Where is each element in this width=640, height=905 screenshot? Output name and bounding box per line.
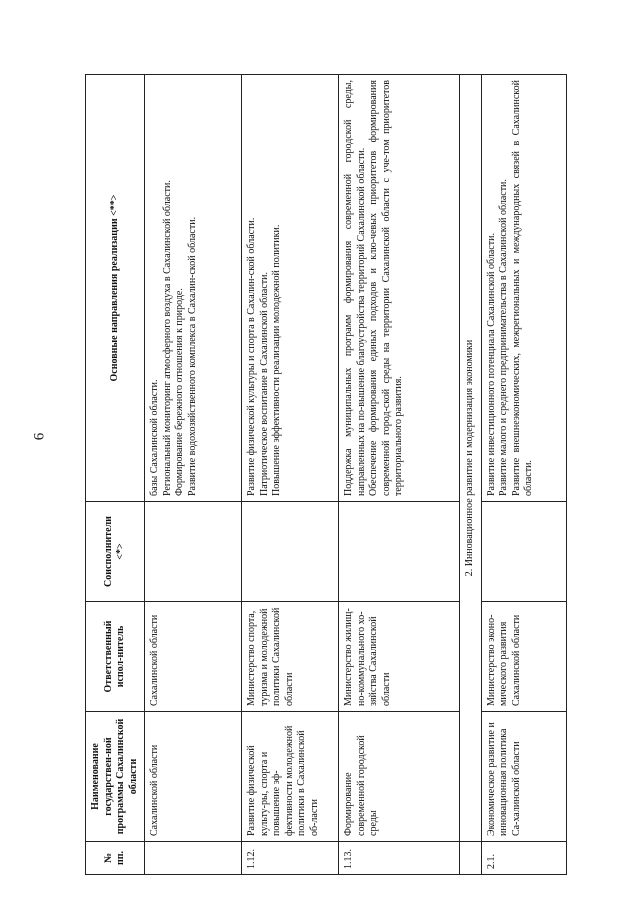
table-row	[242, 75, 339, 875]
header-coexecutors: Соисполнители <*>	[86, 502, 145, 602]
row-responsible: Сахалинской области	[145, 602, 242, 712]
direction-item: базы Сахалинской области.	[149, 379, 160, 496]
row-responsible: Министерство жилищ-но-коммунального хо-зяйства Сахалинской области	[339, 602, 460, 712]
direction-item: Обеспечение формирования единых подходов и клю-чевых приоритетов формирования современной город-ской среды на территории Сахалинской области с уче-том приоритетов территориального развития.	[368, 80, 404, 496]
direction-item: Региональный мониторинг атмосферного воздуха в Сахалинской области.	[161, 180, 173, 496]
row-directions	[339, 75, 460, 502]
table-row	[145, 75, 242, 875]
row-num: 1.13.	[339, 842, 460, 875]
direction-item: Развитие малого и среднего предпринимательства в Сахалинской области.	[498, 179, 509, 496]
programs-table	[85, 74, 567, 875]
row-coexecutors	[145, 502, 242, 602]
row-responsible: Министерство эконо-мического развития Сахалинской области	[481, 602, 566, 712]
row-num: 2.1.	[481, 842, 566, 875]
direction-item: Развитие внешнеэкономических, межрегиональных и международных связей в Сахалинской области.	[510, 80, 534, 496]
row-coexecutors	[481, 502, 566, 602]
direction-item: Поддержка муниципальных программ формирования современной городской среды, направленных на по-вышение благоустройства территорий Сахалинской области.	[343, 80, 367, 496]
header-responsible: Ответственный испол-нитель	[86, 602, 145, 712]
header-program-name: Наименование государствен-ной программы Сахалинской области	[86, 712, 145, 842]
row-directions	[481, 75, 566, 502]
row-responsible: Министерство спорта, туризма и молодежной политики Сахалинской области	[242, 602, 339, 712]
direction-item: Патриотическое воспитание в Сахалинской области.	[258, 271, 270, 496]
row-coexecutors	[339, 502, 460, 602]
table-row	[481, 75, 566, 875]
direction-item: Развитие физической культуры и спорта в Сахалин-ской области.	[246, 217, 257, 496]
row-program-name: Формирование современной городской среды	[339, 712, 460, 842]
row-program-name: Развитие физической культу-ры, спорта и повышение эф-фективности молодежной политики в Сахалинской об-ласти	[242, 712, 339, 842]
header-directions: Основные направления реализации <**>	[86, 75, 145, 502]
table-header-row	[86, 75, 145, 875]
row-num	[145, 842, 242, 875]
row-program-name: Сахалинской области	[145, 712, 242, 842]
row-num: 1.12.	[242, 842, 339, 875]
header-num: № пп.	[86, 842, 145, 875]
row-program-name: Экономическое развитие и инновационная политика Са-халинской области	[481, 712, 566, 842]
row-directions	[242, 75, 339, 502]
page-number: 6	[31, 432, 48, 441]
direction-item: Формирование бережного отношения к природе.	[174, 288, 185, 496]
row-coexecutors	[242, 502, 339, 602]
direction-item: Развитие инвестиционного потенциала Сахалинской области.	[485, 233, 497, 496]
table-row	[339, 75, 460, 875]
rotated-table-container	[85, 75, 560, 875]
direction-item: Повышение эффективности реализации молодежной политики.	[271, 224, 282, 496]
section-row	[460, 75, 482, 875]
direction-item: Развитие водохозяйственного комплекса в Сахалин-ской области.	[186, 216, 198, 496]
section-num-cell	[460, 842, 482, 875]
row-directions	[145, 75, 242, 502]
section-title: 2. Инновационное развитие и модернизация экономики	[460, 75, 482, 842]
